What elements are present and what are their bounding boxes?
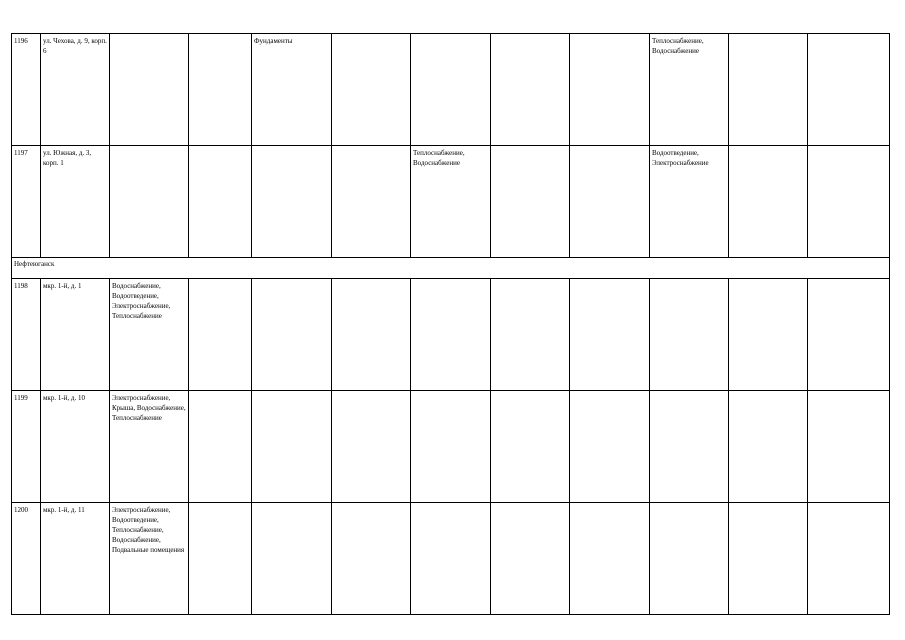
cell — [570, 34, 650, 146]
cell — [570, 279, 650, 391]
cell — [252, 279, 332, 391]
cell — [491, 34, 570, 146]
cell — [189, 279, 252, 391]
cell — [411, 503, 491, 615]
cell: Водоснабжение, Водоотведение, Электроснабжение, Теплоснабжение — [110, 279, 189, 391]
address-cell: мкр. 1-й, д. 11 — [41, 503, 110, 615]
cell — [729, 503, 808, 615]
cell — [411, 34, 491, 146]
cell — [189, 146, 252, 258]
table-row — [12, 146, 890, 258]
cell — [729, 146, 808, 258]
cell — [491, 146, 570, 258]
cell — [189, 503, 252, 615]
address-cell: ул. Чехова, д. 9, корп. 6 — [41, 34, 110, 146]
table-row — [12, 279, 890, 391]
cell — [570, 146, 650, 258]
cell: Электроснабжение, Водоотведение, Теплоснабжение, Водоснабжение, Подвальные помещения — [110, 503, 189, 615]
row-number: 1200 — [12, 503, 41, 615]
section-title: Нефтеюганск — [12, 258, 890, 279]
cell — [411, 279, 491, 391]
cell — [252, 503, 332, 615]
address-cell: мкр. 1-й, д. 1 — [41, 279, 110, 391]
table-row — [12, 34, 890, 146]
cell — [491, 391, 570, 503]
cell — [411, 391, 491, 503]
cell: Теплоснабжение, Водоснабжение — [650, 34, 729, 146]
cell: Электроснабжение, Крыша, Водоснабжение, Теплоснабжение — [110, 391, 189, 503]
cell — [729, 391, 808, 503]
address-cell: ул. Южная, д. 3, корп. 1 — [41, 146, 110, 258]
cell — [332, 34, 411, 146]
table-row — [12, 391, 890, 503]
cell — [110, 146, 189, 258]
cell — [570, 391, 650, 503]
cell — [808, 34, 890, 146]
cell — [808, 503, 890, 615]
cell: Теплоснабжение, Водоснабжение — [411, 146, 491, 258]
repair-schedule-table — [11, 33, 890, 615]
row-number: 1199 — [12, 391, 41, 503]
cell — [808, 146, 890, 258]
table-row — [12, 503, 890, 615]
cell — [110, 34, 189, 146]
cell — [650, 503, 729, 615]
cell — [332, 279, 411, 391]
cell — [808, 391, 890, 503]
cell — [491, 279, 570, 391]
cell — [650, 279, 729, 391]
address-cell: мкр. 1-й, д. 10 — [41, 391, 110, 503]
cell — [332, 503, 411, 615]
cell — [252, 391, 332, 503]
cell — [252, 146, 332, 258]
cell: Фундаменты — [252, 34, 332, 146]
cell — [570, 503, 650, 615]
cell — [650, 391, 729, 503]
row-number: 1197 — [12, 146, 41, 258]
section-header-row — [12, 258, 890, 279]
cell — [729, 34, 808, 146]
cell — [491, 503, 570, 615]
cell — [189, 34, 252, 146]
row-number: 1198 — [12, 279, 41, 391]
cell — [189, 391, 252, 503]
cell: Водоотведение, Электроснабжение — [650, 146, 729, 258]
cell — [332, 146, 411, 258]
cell — [808, 279, 890, 391]
cell — [729, 279, 808, 391]
row-number: 1196 — [12, 34, 41, 146]
cell — [332, 391, 411, 503]
